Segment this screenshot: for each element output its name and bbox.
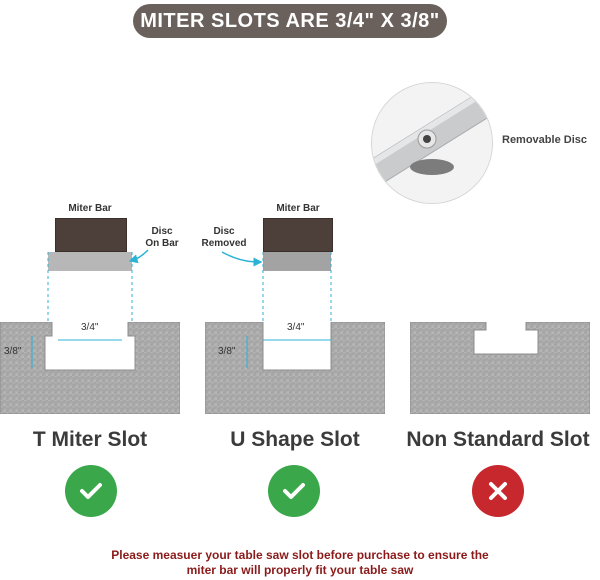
t-slot-panel [0, 322, 180, 414]
miter-bar-label-right: Miter Bar [276, 203, 320, 214]
miter-bar-label-left: Miter Bar [68, 203, 112, 214]
t-slot-depth: 3/8" [4, 346, 22, 357]
nonstandard-slot-panel [410, 322, 590, 414]
purchase-warning [60, 548, 540, 578]
x-icon [472, 465, 524, 517]
u-slot-panel [205, 322, 385, 414]
disc-label-left-line1: Disc [151, 226, 173, 237]
disc-label-left-line2: On Bar [145, 238, 179, 249]
disc-label-right-line1: Disc [213, 226, 235, 237]
purchase-warning-line1: Please measuer your table saw slot before purchase to ensure the [111, 548, 489, 562]
u-slot-depth: 3/8" [218, 346, 236, 357]
t-slot-title: T Miter Slot [32, 428, 148, 451]
nonstandard-slot-title: Non Standard Slot [406, 428, 590, 451]
check-icon [65, 465, 117, 517]
removable-disc-label: Removable Disc [502, 134, 587, 146]
t-slot-width: 3/4" [81, 322, 99, 333]
purchase-warning-line2: miter bar will properly fit your table saw [186, 563, 414, 577]
banner-title: MITER SLOTS ARE 3/4" X 3/8" [133, 4, 447, 38]
disc-label-right-line2: Removed [201, 238, 247, 249]
u-slot-title: U Shape Slot [230, 428, 360, 451]
check-icon [268, 465, 320, 517]
u-slot-width: 3/4" [287, 322, 305, 333]
